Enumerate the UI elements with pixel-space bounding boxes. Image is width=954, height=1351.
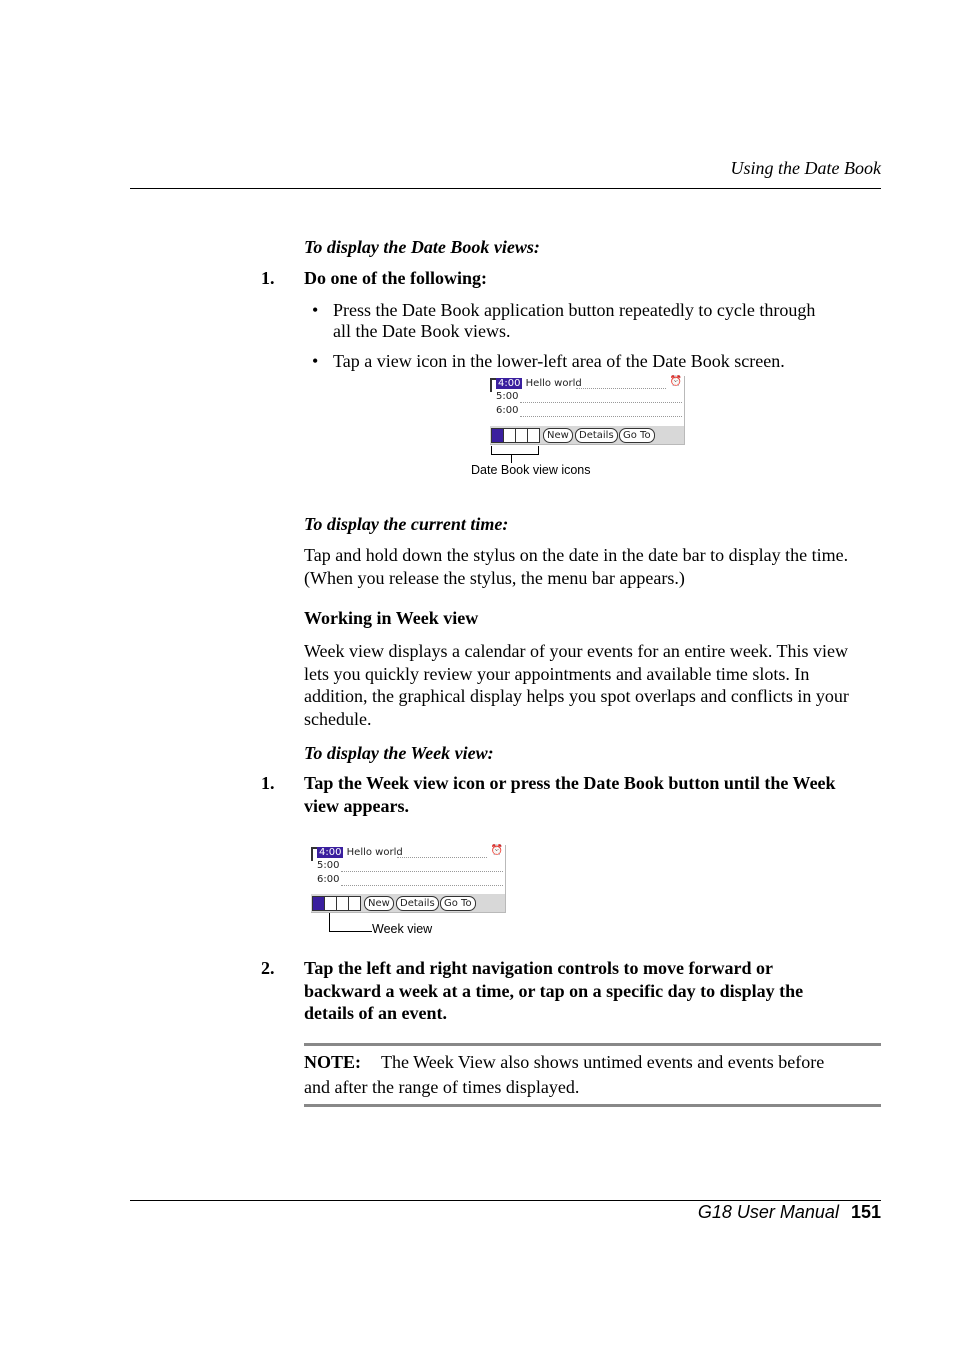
command-bar [311, 894, 505, 912]
bullet-marker: • [312, 351, 319, 371]
goto-button: Go To [440, 896, 476, 911]
note-text: The Week View also shows untimed events and events before [381, 1052, 825, 1072]
paragraph-line: Tap and hold down the stylus on the date in the date bar to display the time. [304, 545, 849, 565]
time-slot: 6:00 [496, 405, 519, 416]
new-button: New [543, 428, 573, 443]
heading-display-views: To display the Date Book views: [304, 237, 540, 257]
time-slot: 5:00 [317, 860, 340, 871]
heading-current-time: To display the current time: [304, 514, 509, 534]
time-slot: 4:00 [319, 847, 342, 858]
time-slot: 6:00 [317, 874, 340, 885]
step-text-cont: backward a week at a time, or tap on a specific day to display the [304, 981, 804, 1001]
bullet-text-cont: all the Date Book views. [333, 321, 511, 341]
step-text-cont: details of an event. [304, 1003, 447, 1023]
step-text: Tap the Week view icon or press the Date Book button until the Week [304, 773, 836, 793]
note-text-cont: and after the range of times displayed. [304, 1077, 580, 1097]
figure-caption: Week view [372, 922, 433, 936]
bullet-text: Press the Date Book application button repeatedly to cycle through [333, 300, 816, 320]
step-number: 1. [261, 268, 275, 288]
datebook-screenshot [490, 376, 685, 445]
step-number: 1. [261, 773, 275, 793]
new-button: New [364, 896, 394, 911]
footer-rule [130, 1200, 881, 1201]
details-button: Details [575, 428, 618, 443]
note-line [304, 1051, 824, 1074]
alarm-clock-icon: ⏰ [669, 376, 682, 387]
note-top-rule [304, 1043, 881, 1046]
step-text: Do one of the following: [304, 268, 487, 288]
agenda-view-icon [527, 428, 540, 443]
bullet-marker: • [312, 300, 319, 320]
paragraph-line: schedule. [304, 709, 372, 729]
paragraph-line: Week view displays a calendar of your events for an entire week. This view [304, 641, 849, 661]
command-bar [490, 426, 684, 444]
caption-leader [511, 455, 512, 463]
paragraph-line: addition, the graphical display helps you spot overlaps and conflicts in your [304, 686, 849, 706]
page-number: 151 [850, 1202, 881, 1222]
bullet-text: Tap a view icon in the lower-left area of the Date Book screen. [333, 351, 785, 371]
event-title: Hello world [346, 847, 403, 858]
caption-leader [329, 913, 372, 932]
step-text: Tap the left and right navigation controls to move forward or [304, 958, 773, 978]
page-footer [698, 1202, 881, 1223]
running-header: Using the Date Book [730, 158, 881, 178]
paragraph-line: lets you quickly review your appointments and available time slots. In [304, 664, 810, 684]
header-rule [130, 188, 881, 189]
datebook-screenshot [311, 845, 506, 913]
note-bottom-rule [304, 1104, 881, 1107]
caption-bracket [491, 446, 539, 455]
goto-button: Go To [619, 428, 655, 443]
heading-week-view: Working in Week view [304, 608, 479, 628]
event-title: Hello world [525, 378, 582, 389]
paragraph-line: (When you release the stylus, the menu bar appears.) [304, 568, 685, 588]
time-slot: 4:00 [498, 378, 521, 389]
alarm-clock-icon: ⏰ [490, 845, 503, 856]
step-text-cont: view appears. [304, 796, 409, 816]
heading-display-week: To display the Week view: [304, 743, 494, 763]
details-button: Details [396, 896, 439, 911]
agenda-view-icon [348, 896, 361, 911]
note-label: NOTE: [304, 1052, 362, 1072]
manual-title: G18 User Manual [697, 1202, 839, 1222]
time-slot: 5:00 [496, 391, 519, 402]
figure-caption: Date Book view icons [471, 463, 591, 477]
step-number: 2. [261, 958, 275, 978]
